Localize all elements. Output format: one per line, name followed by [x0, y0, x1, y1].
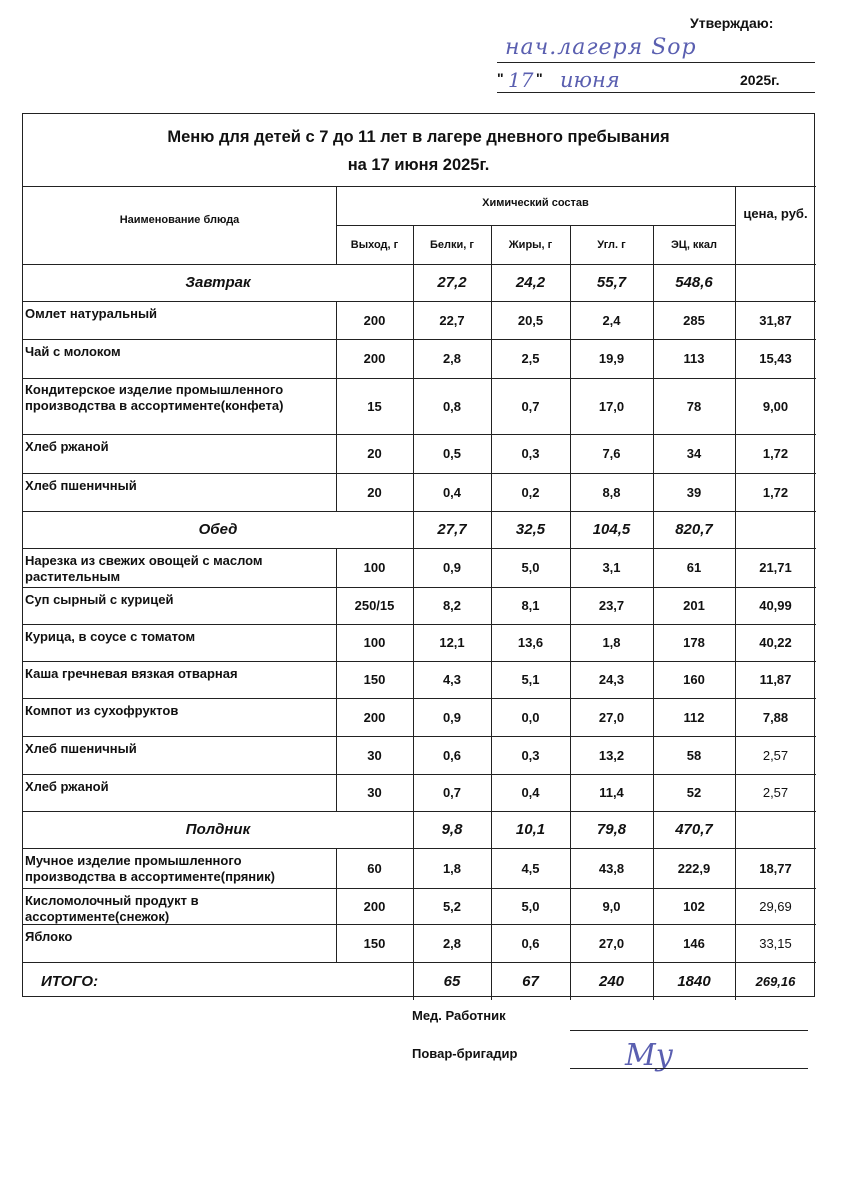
- grid-line: [570, 848, 571, 888]
- signature-line: [497, 62, 815, 63]
- dish-fat: 0,0: [521, 709, 540, 725]
- grid-line: [735, 736, 736, 774]
- grid-line: [413, 624, 414, 661]
- grid-line: [735, 624, 736, 661]
- grid-line: [491, 264, 492, 301]
- dish-price: 9,00: [762, 398, 789, 414]
- grid-line: [570, 301, 571, 339]
- dish-yield: 150: [363, 935, 386, 951]
- dish-name: Кисломолочный продукт в ассортименте(снежок): [25, 893, 199, 924]
- grid-line: [413, 698, 414, 736]
- dish-price: 7,88: [762, 709, 789, 725]
- dish-energy: 112: [683, 709, 705, 725]
- grid-line: [413, 736, 414, 774]
- grid-line: [653, 924, 654, 962]
- dish-yield: 200: [363, 351, 386, 366]
- total-protein: 65: [443, 972, 461, 990]
- header-price: цена, руб.: [743, 205, 808, 221]
- dish-name: Хлеб ржаной: [25, 779, 109, 794]
- dish-protein: 8,2: [442, 598, 462, 613]
- dish-protein: 22,7: [439, 312, 465, 328]
- grid-line: [653, 736, 654, 774]
- grid-line: [735, 587, 736, 624]
- title-line-1: Меню для детей с 7 до 11 лет в лагере дневного пребывания: [167, 128, 670, 146]
- dish-yield: 15: [367, 398, 382, 414]
- grid-line: [735, 698, 736, 736]
- section-total-fat: 10,1: [515, 821, 546, 838]
- grid-line: [653, 548, 654, 587]
- grid-line: [336, 661, 337, 698]
- grid-line: [653, 301, 654, 339]
- approval-date-month: июня: [560, 68, 620, 92]
- grid-line: [735, 186, 736, 264]
- dish-fat: 0,3: [521, 747, 540, 763]
- dish-name: Каша гречневая вязкая отварная: [25, 666, 238, 681]
- grid-line: [735, 264, 736, 301]
- dish-price: 15,43: [759, 351, 792, 366]
- total-carbs: 240: [598, 972, 625, 990]
- dish-energy: 201: [683, 598, 705, 613]
- grid-line: [336, 888, 337, 924]
- grid-line: [570, 624, 571, 661]
- grid-line: [491, 888, 492, 924]
- grid-line: [413, 301, 414, 339]
- grid-line: [491, 774, 492, 811]
- grid-line: [653, 698, 654, 736]
- grid-line: [570, 924, 571, 962]
- grid-line: [570, 339, 571, 378]
- dish-name: Хлеб пшеничный: [25, 741, 137, 756]
- approval-date-day: 17: [508, 68, 534, 92]
- dish-price: 31,87: [759, 312, 792, 328]
- grid-line: [413, 587, 414, 624]
- dish-name: Чай с молоком: [25, 344, 121, 359]
- dish-energy: 160: [683, 672, 705, 687]
- dish-yield: 100: [363, 560, 386, 575]
- dish-yield: 30: [367, 785, 382, 800]
- grid-line: [491, 339, 492, 378]
- grid-line: [336, 774, 337, 811]
- grid-line: [570, 736, 571, 774]
- dish-protein: 0,9: [442, 560, 462, 575]
- grid-line: [570, 811, 571, 848]
- dish-energy: 78: [686, 398, 702, 414]
- dish-price: 1,72: [762, 484, 789, 500]
- dish-protein: 5,2: [442, 898, 462, 914]
- dish-price: 11,87: [759, 672, 792, 687]
- dish-carbs: 2,4: [602, 312, 621, 328]
- dish-carbs: 13,2: [598, 747, 625, 763]
- grid-line: [491, 962, 492, 1000]
- grid-line: [653, 587, 654, 624]
- section-total-carbs: 79,8: [596, 821, 627, 838]
- grid-line: [653, 811, 654, 848]
- grid-line: [653, 661, 654, 698]
- approval-label: Утверждаю:: [690, 15, 774, 31]
- dish-energy: 39: [686, 484, 702, 500]
- grid-line: [570, 698, 571, 736]
- dish-yield: 150: [363, 672, 386, 687]
- dish-carbs: 19,9: [598, 351, 625, 366]
- grid-line: [413, 264, 414, 301]
- dish-protein: 0,9: [442, 709, 462, 725]
- grid-line: [413, 848, 414, 888]
- grid-line: [413, 811, 414, 848]
- grid-line: [413, 924, 414, 962]
- section-total-energy: 820,7: [675, 521, 713, 538]
- grid-line: [735, 811, 736, 848]
- grid-line: [413, 511, 414, 548]
- grid-line: [413, 888, 414, 924]
- dish-energy: 34: [686, 446, 702, 461]
- grid-line: [336, 848, 337, 888]
- grid-line: [336, 339, 337, 378]
- dish-price: 2,57: [762, 785, 789, 800]
- approval-signature: нач.лагеря Sop: [505, 35, 697, 60]
- grid-line: [491, 301, 492, 339]
- grid-line: [336, 698, 337, 736]
- grid-line: [336, 548, 337, 587]
- dish-protein: 12,1: [439, 635, 465, 650]
- menu-title: [23, 114, 814, 186]
- dish-yield: 20: [367, 446, 382, 461]
- grid-line: [413, 962, 414, 1000]
- grid-line: [570, 434, 571, 473]
- grid-line: [491, 587, 492, 624]
- dish-energy: 113: [683, 351, 705, 366]
- dish-carbs: 9,0: [602, 898, 621, 914]
- section-total-carbs: 55,7: [596, 274, 627, 291]
- section-title: Завтрак: [185, 274, 251, 291]
- med-signature-line: [570, 1030, 808, 1031]
- section-total-energy: 548,6: [675, 274, 713, 291]
- dish-energy: 58: [686, 747, 702, 763]
- grid-line: [735, 848, 736, 888]
- dish-price: 21,71: [759, 560, 792, 575]
- grid-line: [735, 339, 736, 378]
- grid-line: [735, 511, 736, 548]
- dish-name: Курица, в соусе с томатом: [25, 629, 196, 644]
- grid-line: [491, 924, 492, 962]
- grid-line: [653, 774, 654, 811]
- grid-line: [570, 888, 571, 924]
- dish-energy: 285: [683, 312, 705, 328]
- dish-energy: 52: [686, 785, 702, 800]
- approval-year: 2025г.: [740, 72, 780, 88]
- grid-line: [491, 434, 492, 473]
- grid-line: [413, 434, 414, 473]
- grid-line: [336, 624, 337, 661]
- total-label: ИТОГО:: [41, 972, 99, 990]
- dish-protein: 0,6: [442, 747, 462, 763]
- grid-line: [570, 587, 571, 624]
- grid-line: [413, 774, 414, 811]
- grid-line: [570, 548, 571, 587]
- dish-yield: 100: [363, 635, 386, 650]
- dish-fat: 5,1: [521, 672, 540, 687]
- grid-line: [735, 888, 736, 924]
- grid-line: [653, 434, 654, 473]
- dish-protein: 0,5: [442, 446, 462, 461]
- dish-name: Нарезка из свежих овощей с маслом растительным: [25, 553, 263, 584]
- total-fat: 67: [522, 972, 539, 990]
- dish-carbs: 17,0: [598, 398, 625, 414]
- dish-yield: 60: [367, 860, 382, 876]
- grid-line: [735, 473, 736, 511]
- grid-line: [336, 378, 337, 434]
- grid-line: [653, 339, 654, 378]
- dish-price: 33,15: [759, 935, 792, 951]
- grid-line: [491, 378, 492, 434]
- grid-line: [491, 624, 492, 661]
- dish-fat: 4,5: [521, 860, 540, 876]
- dish-fat: 0,3: [521, 446, 540, 461]
- grid-line: [653, 225, 654, 264]
- title-line-2: на 17 июня 2025г.: [347, 156, 490, 174]
- dish-energy: 222,9: [677, 860, 711, 876]
- dish-price: 40,22: [759, 635, 792, 650]
- header-carbs: Угл. г: [597, 238, 626, 251]
- dish-fat: 0,2: [521, 484, 540, 500]
- dish-name: Мучное изделие промышленного производства в ассортименте(пряник): [25, 853, 275, 884]
- dish-carbs: 7,6: [602, 446, 621, 461]
- grid-line: [570, 511, 571, 548]
- dish-carbs: 23,7: [598, 598, 625, 613]
- dish-energy: 61: [686, 560, 702, 575]
- grid-line: [336, 473, 337, 511]
- dish-yield: 200: [363, 312, 386, 328]
- grid-line: [570, 962, 571, 1000]
- dish-price: 29,69: [759, 898, 792, 914]
- med-worker-label: Мед. Работник: [412, 1008, 506, 1023]
- section-title: Полдник: [185, 821, 251, 838]
- grid-line: [570, 774, 571, 811]
- dish-protein: 0,7: [442, 785, 462, 800]
- dish-name: Омлет натуральный: [25, 306, 158, 321]
- grid-line: [653, 511, 654, 548]
- grid-line: [413, 473, 414, 511]
- dish-energy: 146: [683, 935, 705, 951]
- grid-line: [413, 225, 414, 264]
- header-chem: Химический состав: [482, 196, 589, 209]
- grid-line: [336, 301, 337, 339]
- header-yield: Выход, г: [350, 238, 399, 251]
- grid-line: [570, 661, 571, 698]
- dish-yield: 250/15: [354, 598, 395, 613]
- grid-line: [653, 962, 654, 1000]
- quote-close: ": [536, 70, 543, 86]
- grid-line: [735, 774, 736, 811]
- grid-line: [653, 888, 654, 924]
- dish-protein: 0,8: [442, 398, 462, 414]
- dish-carbs: 27,0: [598, 935, 625, 951]
- cook-signature: Му: [625, 1038, 674, 1073]
- dish-yield: 20: [367, 484, 382, 500]
- header-protein: Белки, г: [430, 238, 474, 251]
- menu-sheet: [22, 113, 815, 997]
- header-name: Наименование блюда: [119, 214, 240, 226]
- section-total-fat: 32,5: [515, 521, 546, 538]
- grid-line: [735, 301, 736, 339]
- date-line: [497, 92, 815, 93]
- grid-line: [653, 264, 654, 301]
- dish-protein: 1,8: [442, 860, 462, 876]
- dish-price: 1,72: [762, 446, 789, 461]
- dish-carbs: 11,4: [599, 785, 624, 800]
- grid-line: [491, 548, 492, 587]
- grid-line: [735, 434, 736, 473]
- section-total-carbs: 104,5: [592, 521, 631, 538]
- grid-line: [653, 378, 654, 434]
- grid-line: [491, 511, 492, 548]
- grid-line: [491, 848, 492, 888]
- dish-carbs: 3,1: [602, 560, 621, 575]
- dish-name: Яблоко: [25, 929, 73, 944]
- grid-line: [735, 924, 736, 962]
- dish-name: Компот из сухофруктов: [25, 703, 179, 718]
- dish-energy: 178: [683, 635, 705, 650]
- grid-line: [735, 378, 736, 434]
- grid-line: [413, 339, 414, 378]
- section-total-protein: 9,8: [441, 821, 463, 838]
- dish-fat: 20,5: [517, 312, 544, 328]
- dish-carbs: 24,3: [598, 672, 625, 687]
- dish-name: Хлеб пшеничный: [25, 478, 137, 493]
- header-energy: ЭЦ, ккал: [670, 238, 718, 251]
- dish-carbs: 1,8: [602, 635, 621, 650]
- grid-line: [570, 264, 571, 301]
- grid-line: [413, 378, 414, 434]
- dish-fat: 5,0: [521, 898, 540, 914]
- grid-line: [735, 962, 736, 1000]
- grid-line: [336, 924, 337, 962]
- grid-line: [491, 661, 492, 698]
- dish-yield: 200: [363, 898, 386, 914]
- grid-line: [570, 473, 571, 511]
- grid-line: [570, 378, 571, 434]
- dish-price: 18,77: [759, 860, 792, 876]
- total-energy: 1840: [677, 972, 711, 990]
- grid-line: [491, 811, 492, 848]
- dish-fat: 2,5: [521, 351, 540, 366]
- dish-protein: 0,4: [442, 484, 462, 500]
- section-total-fat: 24,2: [515, 274, 546, 291]
- section-total-protein: 27,2: [437, 274, 467, 291]
- total-price: 269,16: [755, 973, 796, 989]
- dish-price: 40,99: [759, 598, 792, 613]
- grid-line: [336, 434, 337, 473]
- dish-fat: 0,7: [521, 398, 540, 414]
- grid-line: [413, 661, 414, 698]
- grid-line: [491, 698, 492, 736]
- grid-line: [491, 473, 492, 511]
- grid-line: [336, 736, 337, 774]
- grid-line: [653, 473, 654, 511]
- dish-yield: 200: [363, 709, 386, 725]
- header-fat: Жиры, г: [508, 238, 553, 251]
- dish-name: Хлеб ржаной: [25, 439, 109, 454]
- grid-line: [653, 624, 654, 661]
- dish-carbs: 8,8: [602, 484, 621, 500]
- section-total-protein: 27,7: [437, 521, 467, 538]
- grid-line: [413, 548, 414, 587]
- dish-fat: 0,6: [521, 935, 540, 951]
- dish-energy: 102: [683, 898, 705, 914]
- grid-line: [735, 548, 736, 587]
- dish-protein: 2,8: [442, 351, 462, 366]
- dish-name: Кондитерское изделие промышленного производства в ассортименте(конфета): [25, 382, 284, 413]
- dish-yield: 30: [367, 747, 382, 763]
- dish-protein: 4,3: [442, 672, 462, 687]
- grid-line: [336, 186, 337, 264]
- section-title: Обед: [198, 521, 238, 538]
- grid-line: [570, 225, 571, 264]
- grid-line: [735, 661, 736, 698]
- dish-price: 2,57: [762, 747, 789, 763]
- quote-open: ": [497, 70, 504, 86]
- dish-fat: 13,6: [517, 635, 544, 650]
- dish-carbs: 43,8: [598, 860, 625, 876]
- dish-fat: 0,4: [521, 785, 540, 800]
- section-total-energy: 470,7: [675, 821, 713, 838]
- dish-name: Суп сырный с курицей: [25, 592, 174, 607]
- dish-carbs: 27,0: [598, 709, 625, 725]
- grid-line: [336, 587, 337, 624]
- grid-line: [653, 848, 654, 888]
- dish-fat: 5,0: [521, 560, 540, 575]
- cook-label: Повар-бригадир: [412, 1046, 518, 1061]
- cook-signature-line: [570, 1068, 808, 1069]
- grid-line: [491, 225, 492, 264]
- dish-protein: 2,8: [442, 935, 462, 951]
- dish-fat: 8,1: [521, 598, 540, 613]
- grid-line: [491, 736, 492, 774]
